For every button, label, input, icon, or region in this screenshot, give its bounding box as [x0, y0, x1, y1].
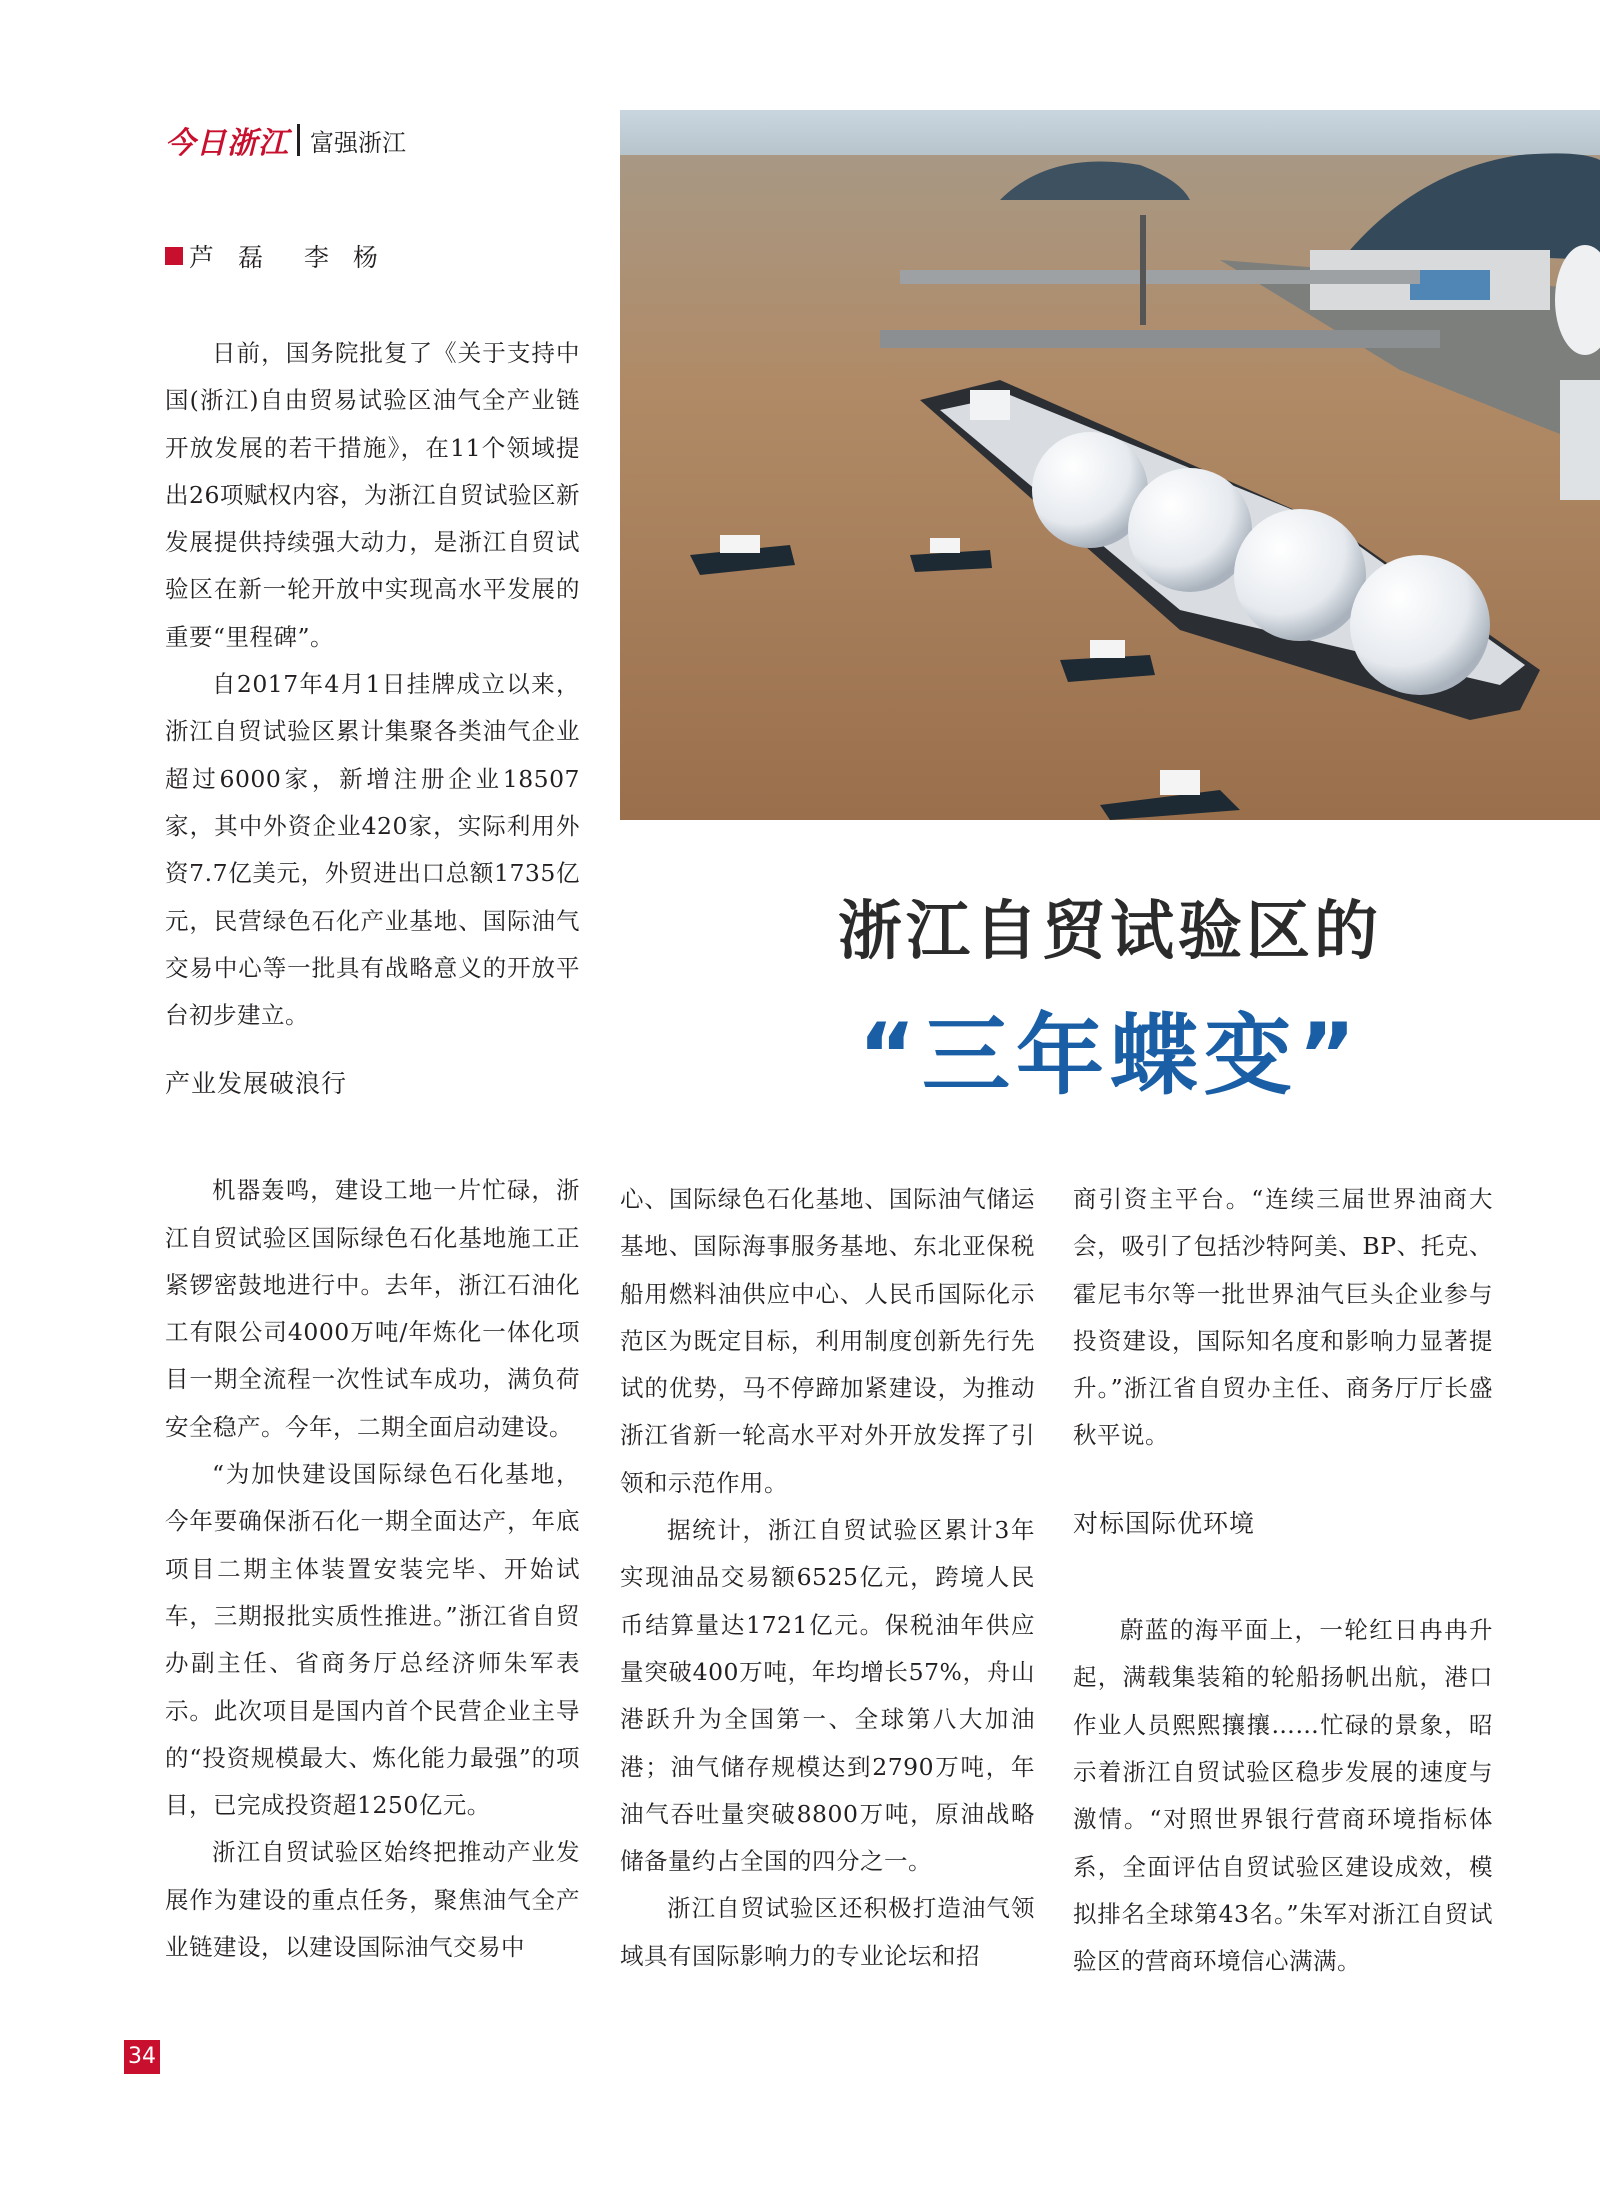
lng-tanker-photo-illustration — [620, 110, 1600, 820]
paragraph-continued: 心、国际绿色石化基地、国际油气储运基地、国际海事服务基地、东北亚保税船用燃料油供应中心、人民币国际化示范区为既定目标，利用制度创新先行先试的优势，马不停蹄加紧建设，为推动浙江省新一轮高水平对外开放发挥了引领和示范作用。 — [620, 1185, 1035, 1497]
byline-authors: 芦 磊 李 杨 — [189, 243, 386, 272]
header-divider — [297, 124, 300, 156]
section-heading: 产业发展破浪行 — [165, 1069, 348, 1098]
paragraph: “为加快建设国际绿色石化基地，今年要确保浙石化一期全面达产，年底项目二期主体装置安装完毕、开始试车，三期报批实质性推进。”浙江省自贸办副主任、省商务厅总经济师朱军表示。此次项目是国内首个民营企业主导的“投资规模最大、炼化能力最强”的项目，已完成投资超1250亿元。 — [165, 1460, 580, 1820]
paragraph: 浙江自贸试验区始终把推动产业发展作为建设的重点任务，聚焦油气全产业链建设，以建设国际油气交易中 — [165, 1838, 580, 1962]
paragraph: 据统计，浙江自贸试验区累计3年实现油品交易额6525亿元，跨境人民币结算量达1721亿元。保税油年供应量突破400万吨，年均增长57%，舟山港跃升为全国第一、全球第八大加油港；油气储存规模达到2790万吨，年油气吞吐量突破8800万吨，原油战略储备量约占全国的四分之一。 — [620, 1516, 1035, 1876]
paragraph: 蔚蓝的海平面上，一轮红日冉冉升起，满载集装箱的轮船扬帆出航，港口作业人员熙熙攘攘……忙碌的景象，昭示着浙江自贸试验区稳步发展的速度与激情。“对照世界银行营商环境指标体系，全面评估自贸试验区建设成效，模拟排名全球第43名。”朱军对浙江自贸试验区的营商环境信心满满。 — [1073, 1616, 1493, 1976]
article-column-3 — [1073, 1176, 1493, 1985]
article-column-1-bottom — [165, 1060, 580, 1971]
paragraph-continued: 商引资主平台。“连续三届世界油商大会，吸引了包括沙特阿美、BP、托克、霍尼韦尔等一批世界油气巨头企业参与投资建设，国际知名度和影响力显著提升。”浙江省自贸办主任、商务厅厅长盛秋平说。 — [1073, 1185, 1493, 1450]
paragraph: 自2017年4月1日挂牌成立以来，浙江自贸试验区累计集聚各类油气企业超过6000家，新增注册企业18507家，其中外资企业420家，实际利用外资7.7亿美元，外贸进出口总额1735亿元，民营绿色石化产业基地、国际油气交易中心等一批具有战略意义的开放平台初步建立。 — [165, 670, 580, 1030]
title-line-2: “三年蝶变” — [858, 1004, 1362, 1107]
byline — [165, 238, 386, 274]
section-heading: 对标国际优环境 — [1073, 1508, 1256, 1538]
section-label: 富强浙江 — [310, 128, 406, 157]
article-column-2 — [620, 1176, 1035, 1980]
paragraph: 浙江自贸试验区还积极打造油气领域具有国际影响力的专业论坛和招 — [620, 1894, 1035, 1970]
title-line-1: 浙江自贸试验区的 — [838, 894, 1382, 969]
page-header — [165, 120, 406, 160]
article-column-1-top — [165, 330, 580, 1039]
byline-marker-icon — [165, 247, 183, 265]
masthead-logo: 今日浙江 — [165, 126, 289, 161]
article-title — [620, 880, 1600, 1112]
paragraph: 日前，国务院批复了《关于支持中国(浙江)自由贸易试验区油气全产业链开放发展的若干措施》，在11个领域提出26项赋权内容，为浙江自贸试验区新发展提供持续强大动力，是浙江自贸试验区在新一轮开放中实现高水平发展的重要“里程碑”。 — [165, 339, 580, 651]
lng-tanker-photo — [620, 110, 1600, 820]
paragraph: 机器轰鸣，建设工地一片忙碌，浙江自贸试验区国际绿色石化基地施工正紧锣密鼓地进行中。去年，浙江石油化工有限公司4000万吨/年炼化一体化项目一期全流程一次性试车成功，满负荷安全稳产。今年，二期全面启动建设。 — [165, 1176, 580, 1441]
page-number: 34 — [124, 2040, 160, 2074]
